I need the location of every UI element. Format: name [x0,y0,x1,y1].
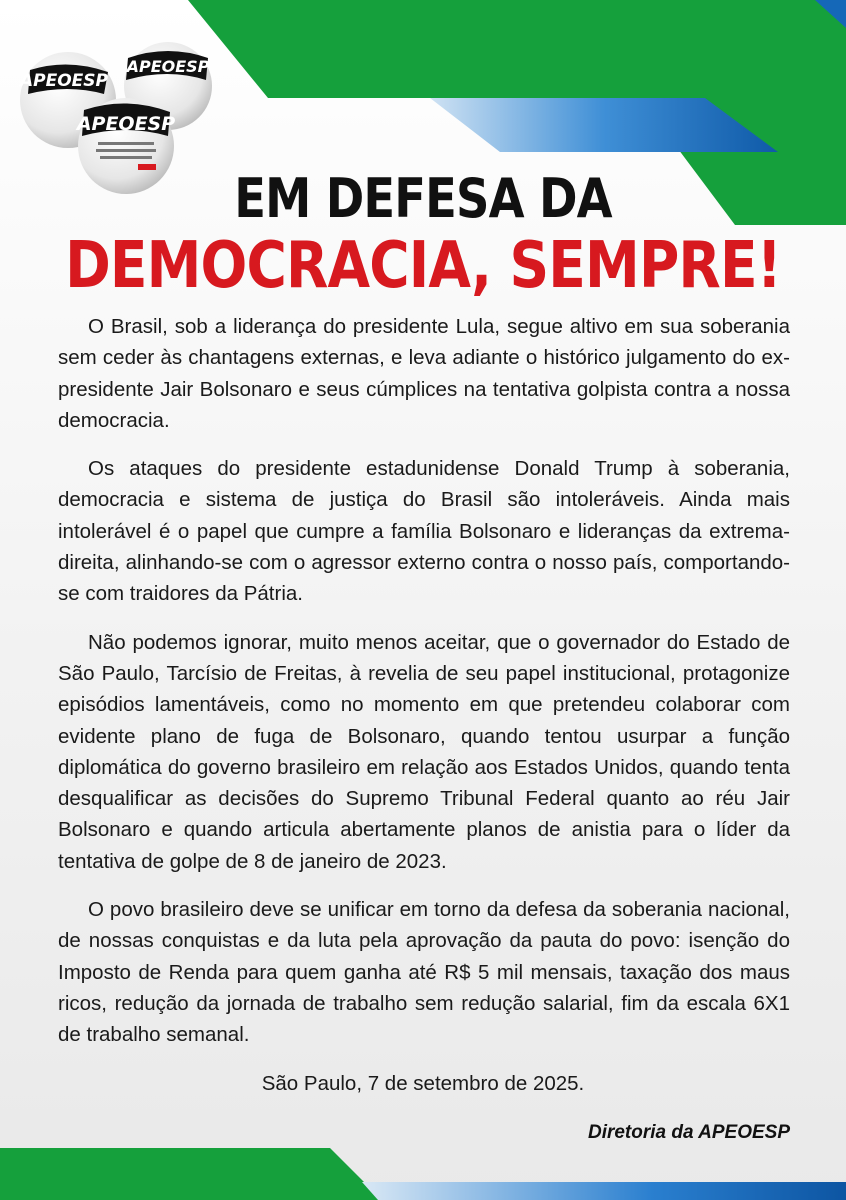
title-line-1: EM DEFESA DA [234,167,612,230]
paragraph-2: Os ataques do presidente estadunidense Donald Trump à soberania, democracia e sistema de justiça do Brasil são intoleráveis. Ainda mais intolerável é o papel que cumpre a família Bolsonaro e lideranças da extrema-direita, alinhando-se com o agressor externo contra o nosso país, comportando-se com traidores da Pátria. [58,457,790,606]
signature: Diretoria da APEOESP [587,1122,790,1143]
paragraph-4: O povo brasileiro deve se unificar em torno da defesa da soberania nacional, de nossas conquistas e da luta pela aprovação da pauta do povo: isenção do Imposto de Renda para quem ganha até R$ 5 mil mensais, taxação dos maus ricos, redução da jornada de trabalho sem redução salarial, fim da escala 6X1 de trabalho semanal. [58,898,790,1047]
title-line-2: DEMOCRACIA, SEMPRE! [65,229,781,303]
paragraph-3: Não podemos ignorar, muito menos aceitar, que o governador do Estado de São Paulo, Tarcísio de Freitas, à revelia de seu papel institucional, protagonize episódios lamentáveis, como no momento em que pretendeu colaborar com evidente plano de fuga de Bolsonaro, quando tentou usurpar a função diplomática do governo brasileiro em relação aos Estados Unidos, quando tenta desqualificar as decisões do Supremo Tribunal Federal quanto ao réu Jair Bolsonaro e quando articula abertamente planos de anistia para o líder da tentativa de golpe de 8 de janeiro de 2023. [58,630,790,873]
svg-text:APEOESP: APEOESP [126,57,210,76]
svg-text:APEOESP: APEOESP [76,113,176,135]
paragraph-1: O Brasil, sob a liderança do presidente Lula, segue altivo em sua soberania sem ceder às chantagens externas, e leva adiante o histórico julgamento do ex-presidente Jair Bolsonaro e seus cúmplices na tentativa golpista contra a nossa democracia. [58,315,790,432]
svg-text:APEOESP: APEOESP [20,71,108,91]
dateline: São Paulo, 7 de setembro de 2025. [261,1072,585,1095]
body-text [58,311,790,1068]
